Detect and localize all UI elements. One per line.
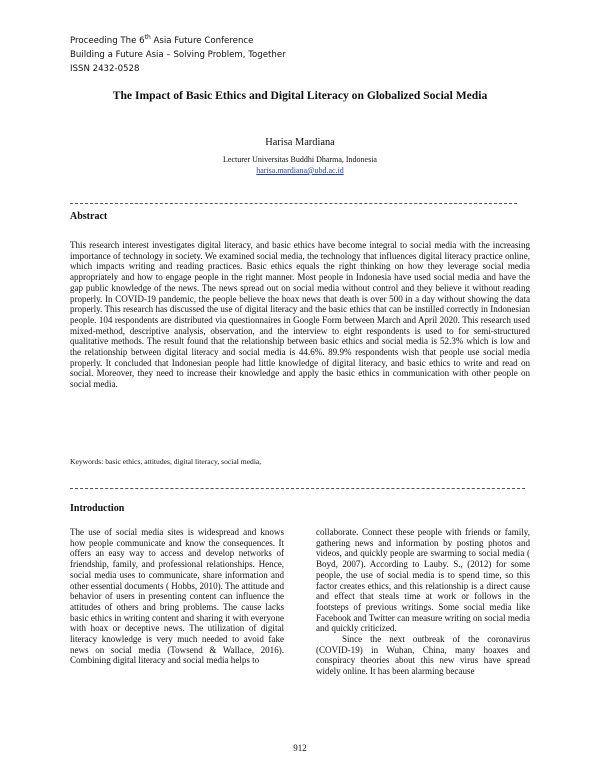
keywords: Keywords: basic ethics, attitudes, digital literacy, social media, xyxy=(70,457,262,466)
abstract-heading: Abstract xyxy=(70,211,108,222)
conference-theme: Building a Future Asia – Solving Problem, Together xyxy=(70,50,286,60)
conference-name: Proceeding The 6th Asia Future Conference xyxy=(70,34,254,46)
issn: ISSN 2432-0528 xyxy=(70,64,140,74)
intro-paragraph-1-continued: collaborate. Connect these people with friends or family, gathering news and information by posting photos and videos, and quickly people are swarming to social media ( Boyd, 2007). According to Lauby. S., (2012) for some people, the use of social media is to spend time, so this factor creates ethics, and this relationship is a direct cause and effect that steals time at work or follows in the footsteps of previous writings. Some social media like Facebook and Twitter can measure writing on social media and quickly criticized. xyxy=(316,527,530,634)
author-affiliation: Lecturer Universitas Buddhi Dharma, Indonesia xyxy=(223,155,377,164)
intro-paragraph-2: Since the next outbreak of the coronavirus (COVID-19) in Wuhan, China, many hoaxes and conspiracy theories about this new virus have spread widely online. It has been alarming because xyxy=(316,634,530,677)
introduction-heading: Introduction xyxy=(70,503,125,514)
page-number: 912 xyxy=(293,743,307,753)
divider-bottom xyxy=(70,488,525,489)
intro-paragraph-1: The use of social media sites is widespread and knows how people communicate and know the consequences. It offers an easy way to access and develop networks of friendship, family, and professional relationships. Hence, social media uses to communicate, share information and other essential documents ( Hobbs, 2010). The attitude and behavior of users in presenting content can influence the attitudes of others and bring problems. The cause lacks basic ethics in writing content and sharing it with everyone with hoax or deceptive news. The utilization of digital literacy knowledge is very much needed to avoid fake news on social media (Towsend & Wallace, 2016). Combining digital literacy and social media helps to xyxy=(70,527,284,666)
paper-title: The Impact of Basic Ethics and Digital Literacy on Globalized Social Media xyxy=(112,89,488,102)
introduction-right-column xyxy=(316,527,530,677)
divider-top xyxy=(70,203,517,204)
author-name: Harisa Mardiana xyxy=(265,137,335,148)
introduction-left-column xyxy=(70,527,284,666)
author-email[interactable] xyxy=(0,166,600,175)
abstract-body: This research interest investigates digital literacy, and basic ethics have become integral to social media with the increasing importance of technology in society. We examined social media, the technology that influences digital literacy practice online, which impacts writing and reading practices. Basic ethics equals the right thinking on how they leverage social media appropriately and how to engage people in the right manner. Most people in Indonesia have used social media and have the gap public knowledge of the news. The news spread out on social media without control and they believe it without reading properly. In COVID-19 pandemic, the people believe the hoax news that death is over 500 in a day without showing the data properly. This research has discussed the use of digital literacy and the basic ethics that can be instilled correctly in Indonesian people. 104 respondents are distributed via questionnaires in Google Form between March and April 2020. This research used mixed-method, descriptive analysis, observation, and the interview to eight respondents is used to for semi-structured qualitative methods. The result found that the relationship between basic ethics and social media is 52.3% which is low and the relationship between digital literacy and social media is 44.6%. 89.9% respondents wish that people use social media properly. It concluded that Indonesian people had little knowledge of digital literacy, and basic ethics to write and read on social. Moreover, they need to increase their knowledge and apply the basic ethics in communication with other people on social media. xyxy=(70,240,530,390)
proceeding-header xyxy=(70,34,286,76)
author-email-link[interactable]: harisa.mardiana@ubd.ac.id xyxy=(256,166,344,175)
